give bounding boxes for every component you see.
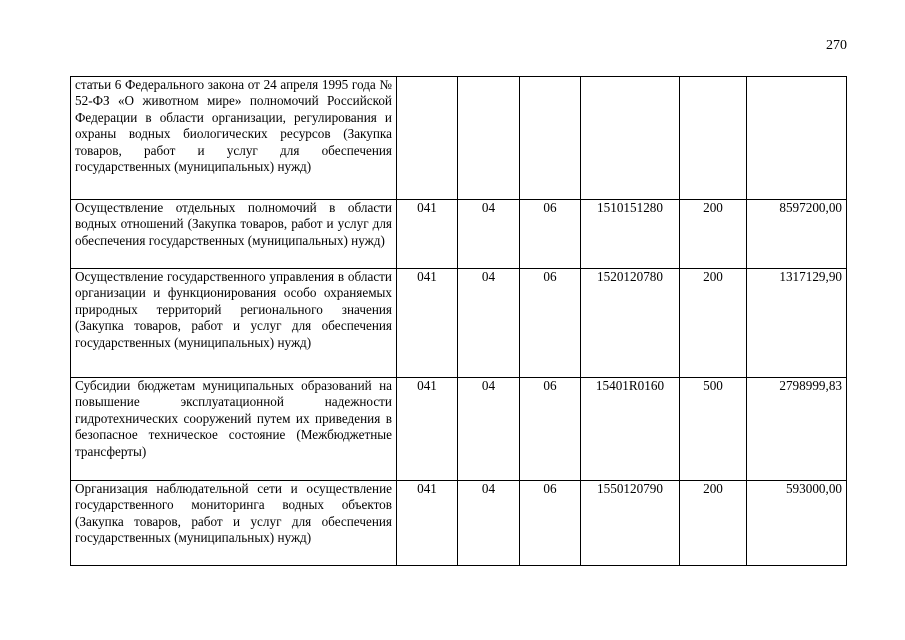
amount: 593000,00 <box>747 481 847 566</box>
subsection-code: 06 <box>520 378 581 481</box>
section-code: 04 <box>458 378 520 481</box>
row-description: Осуществление государственного управления в области организации и функционирования особо охраняемых природных территорий регионального значения (Закупка товаров, работ и услуг для обеспечения государственных (муниципальных) нужд) <box>71 269 397 378</box>
amount: 2798999,83 <box>747 378 847 481</box>
expense-type-code: 500 <box>680 378 747 481</box>
ministry-code <box>397 77 458 200</box>
table-row <box>71 481 847 566</box>
ministry-code: 041 <box>397 200 458 269</box>
section-code: 04 <box>458 269 520 378</box>
expense-type-code: 200 <box>680 481 747 566</box>
table-row <box>71 77 847 200</box>
target-article-code <box>581 77 680 200</box>
section-code: 04 <box>458 200 520 269</box>
expense-type-code: 200 <box>680 269 747 378</box>
subsection-code: 06 <box>520 200 581 269</box>
table-row <box>71 200 847 269</box>
amount <box>747 77 847 200</box>
subsection-code <box>520 77 581 200</box>
ministry-code: 041 <box>397 481 458 566</box>
amount: 1317129,90 <box>747 269 847 378</box>
expense-type-code: 200 <box>680 200 747 269</box>
target-article-code: 1510151280 <box>581 200 680 269</box>
section-code: 04 <box>458 481 520 566</box>
ministry-code: 041 <box>397 378 458 481</box>
subsection-code: 06 <box>520 269 581 378</box>
target-article-code: 15401R0160 <box>581 378 680 481</box>
budget-table <box>70 76 847 566</box>
expense-type-code <box>680 77 747 200</box>
table-row <box>71 269 847 378</box>
row-description: Организация наблюдательной сети и осуществление государственного мониторинга водных объектов (Закупка товаров, работ и услуг для обеспечения государственных (муниципальных) нужд) <box>71 481 397 566</box>
section-code <box>458 77 520 200</box>
row-description: Субсидии бюджетам муниципальных образований на повышение эксплуатационной надежности гидротехнических сооружений путем их приведения в безопасное техническое состояние (Межбюджетные трансферты) <box>71 378 397 481</box>
row-description: Осуществление отдельных полномочий в области водных отношений (Закупка товаров, работ и услуг для обеспечения государственных (муниципальных) нужд) <box>71 200 397 269</box>
table-row <box>71 378 847 481</box>
page-number: 270 <box>826 38 847 53</box>
subsection-code: 06 <box>520 481 581 566</box>
amount: 8597200,00 <box>747 200 847 269</box>
target-article-code: 1520120780 <box>581 269 680 378</box>
ministry-code: 041 <box>397 269 458 378</box>
target-article-code: 1550120790 <box>581 481 680 566</box>
row-description: статьи 6 Федерального закона от 24 апреля 1995 года № 52-ФЗ «О животном мире» полномочий Российской Федерации в области организации, регулирования и охраны водных биологических ресурсов (Закупка товаров, работ и услуг для обеспечения государственных (муниципальных) нужд) <box>71 77 397 200</box>
